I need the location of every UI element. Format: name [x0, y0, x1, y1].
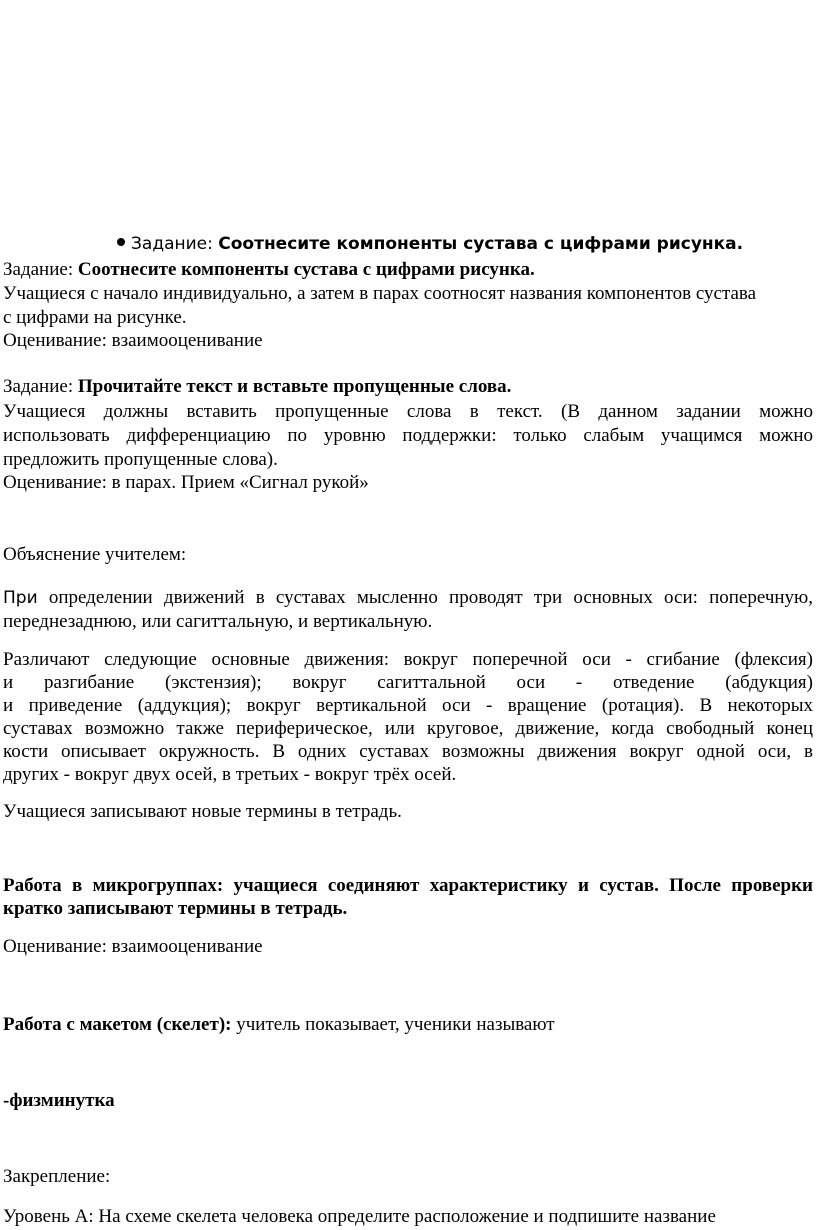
- consolidation-heading: Закрепление:: [3, 1166, 111, 1187]
- teacher-p2-line5: кости описывает окружность. В одних суставах возможны движения вокруг одной оси, в: [3, 741, 813, 762]
- task1-assessment: Оценивание: взаимооценивание: [3, 330, 263, 351]
- task2-assessment: Оценивание: в парах. Прием «Сигнал рукой»: [3, 472, 369, 493]
- task2-label: Задание:: [3, 376, 78, 397]
- teacher-p2-line4: суставах возможно также периферическое, или круговое, движение, когда свободный конец: [3, 718, 813, 739]
- bullet-task-text: Соотнесите компоненты сустава с цифрами рисунка.: [218, 234, 744, 254]
- task2-title: Прочитайте текст и вставьте пропущенные слова.: [77, 376, 512, 397]
- task2-line3: предложить пропущенные слова).: [3, 449, 278, 470]
- bullet-icon: [117, 238, 125, 246]
- teacher-p1-line1: [3, 586, 813, 610]
- teacher-heading: Объяснение учителем:: [3, 544, 187, 565]
- microgroups-assessment: Оценивание: взаимооценивание: [3, 936, 263, 957]
- teacher-p2-line2: и разгибание (экстензия); вокруг сагиттальной оси - отведение (абдукция): [3, 672, 813, 693]
- physminute-text: -физминутка: [3, 1090, 115, 1111]
- task1-line1: Учащиеся с начало индивидуально, а затем в парах соотносят названия компонентов сустава: [3, 283, 757, 304]
- task2-line1: Учащиеся должны вставить пропущенные слова в текст. (В данном задании можно: [3, 401, 813, 422]
- consolidation-level-a: Уровень А: На схеме скелета человека определите расположение и подпишите название: [3, 1206, 716, 1227]
- teacher-p1-line1-text: определении движений в суставах мысленно проводят три основных оси: поперечную,: [37, 587, 813, 608]
- task2-heading: [3, 375, 813, 399]
- physminute-line: [3, 1089, 813, 1113]
- teacher-p2-line6: других - вокруг двух осей, в третьих - вокруг трёх осей.: [3, 764, 457, 785]
- task1-title: Соотнесите компоненты сустава с цифрами рисунка.: [77, 259, 535, 280]
- teacher-p2-line1: Различают следующие основные движения: вокруг поперечной оси - сгибание (флексия): [3, 649, 813, 670]
- model-bold: Работа с макетом (скелет):: [3, 1014, 232, 1035]
- bullet-task-line: [117, 232, 813, 256]
- microgroups-line1-text: Работа в микрогруппах: учащиеся соединяют характеристику и сустав. После проверки: [3, 875, 813, 896]
- bullet-task-label: Задание:: [131, 234, 219, 254]
- model-line: [3, 1013, 813, 1037]
- teacher-p1-first-word: При: [3, 588, 38, 608]
- teacher-p2-line3: и приведение (аддукция); вокруг вертикальной оси - вращение (ротация). В некоторых: [3, 695, 813, 716]
- task1-line2: с цифрами на рисунке.: [3, 307, 187, 328]
- task1-heading: [3, 258, 813, 282]
- model-text: учитель показывает, ученики называют: [231, 1014, 555, 1035]
- microgroups-line1: [3, 874, 813, 898]
- teacher-p3: Учащиеся записывают новые термины в тетрадь.: [3, 801, 402, 822]
- task2-line2: использовать дифференциацию по уровню поддержки: только слабым учащимся можно: [3, 425, 813, 446]
- task1-label: Задание:: [3, 259, 78, 280]
- microgroups-line2-text: кратко записывают термины в тетрадь.: [3, 898, 348, 919]
- teacher-p1-line2: переднезаднюю, или сагиттальную, и вертикальную.: [3, 611, 433, 632]
- microgroups-line2: [3, 897, 813, 921]
